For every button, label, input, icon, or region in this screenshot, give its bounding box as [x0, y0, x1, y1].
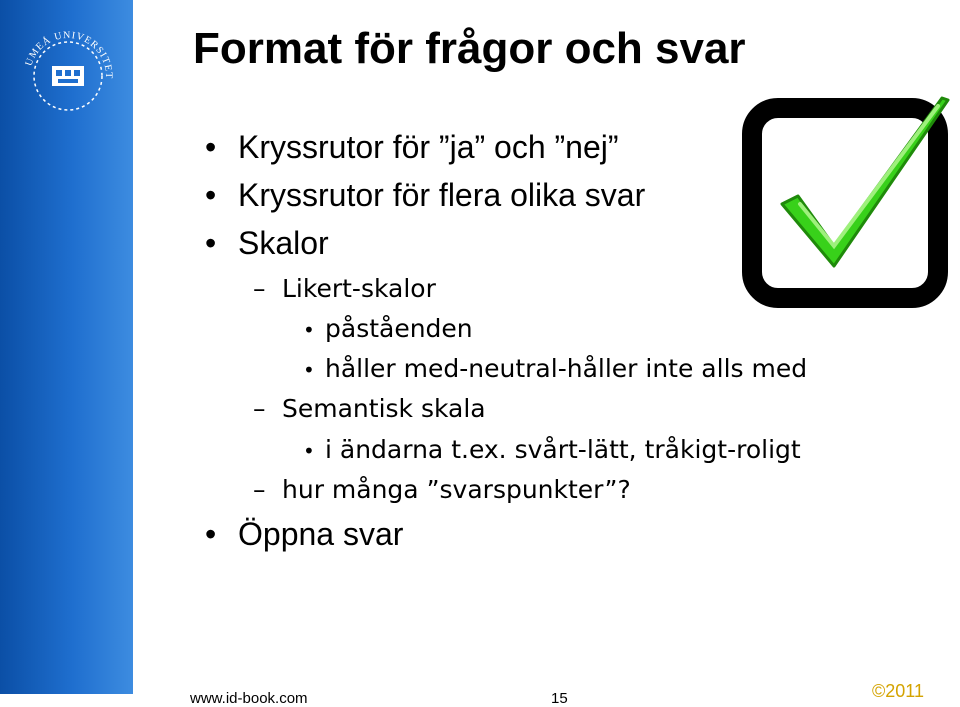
sub-svarspunkter: – hur många ”svarspunkter”?: [253, 475, 631, 504]
footer-url: www.id-book.com: [190, 690, 308, 707]
bullet-kryssrutor-ja-nej: • Kryssrutor för ”ja” och ”nej”: [205, 129, 619, 165]
subsub-haller-med: • håller med-neutral-håller inte alls med: [303, 354, 808, 383]
subsub-andarna: • i ändarna t.ex. svårt-lätt, tråkigt-roligt: [303, 435, 801, 464]
slide-title: Format för frågor och svar: [193, 24, 746, 73]
university-seal-icon: [18, 26, 118, 126]
bullet-skalor: • Skalor: [205, 225, 329, 261]
copyright: ©2011: [872, 681, 924, 701]
checkbox-checked-icon: [742, 96, 954, 312]
subsub-pastaenden: • påståenden: [303, 314, 473, 343]
sidebar-band: [0, 0, 133, 694]
bullet-oppna-svar: • Öppna svar: [205, 516, 404, 552]
sub-semantisk: – Semantisk skala: [253, 394, 486, 423]
logo-text: UMEÅ UNIVERSITET: [23, 29, 115, 80]
page-number: 15: [551, 690, 568, 707]
bullet-kryssrutor-flera: • Kryssrutor för flera olika svar: [205, 177, 646, 213]
sub-likert: – Likert-skalor: [253, 274, 436, 303]
